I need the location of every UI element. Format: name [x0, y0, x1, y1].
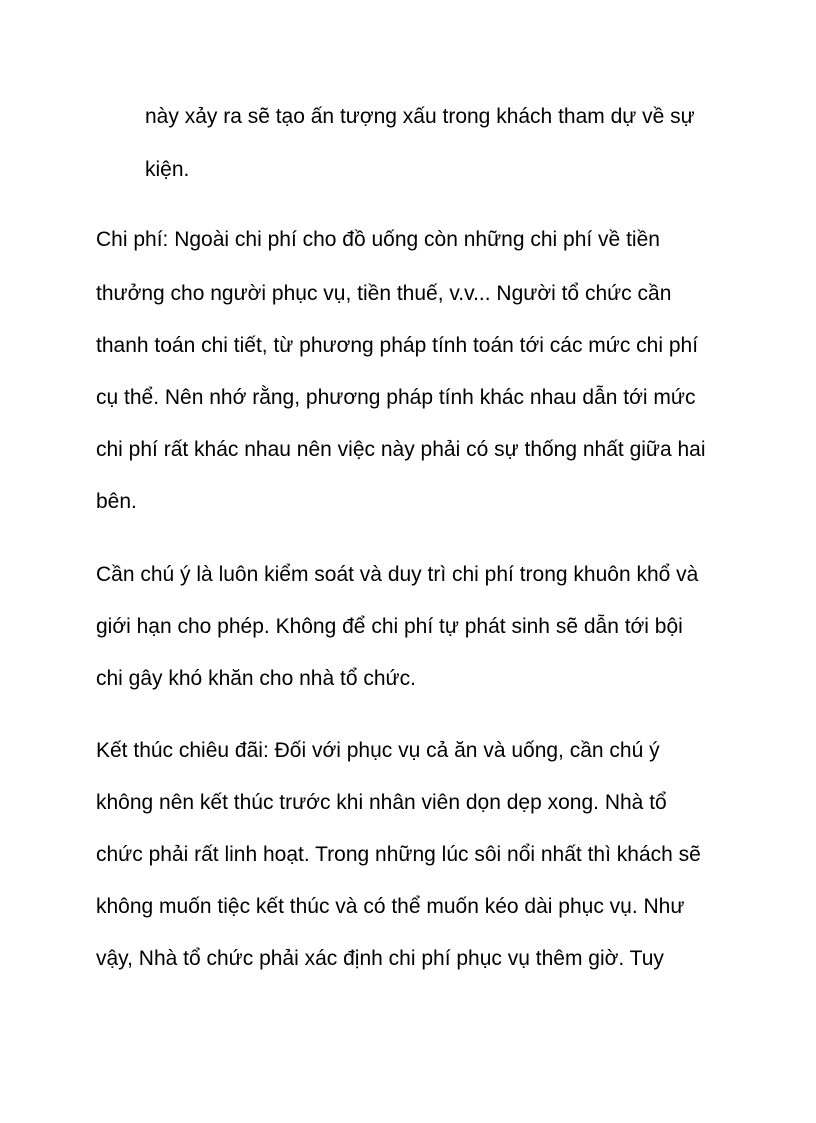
text-line: không nên kết thúc trước khi nhân viên dọn dẹp xong. Nhà tổ: [96, 791, 667, 814]
text-line: này xảy ra sẽ tạo ấn tượng xấu trong khách tham dự về sự: [145, 105, 695, 128]
text-line: Chi phí: Ngoài chi phí cho đồ uống còn những chi phí về tiền: [96, 228, 660, 251]
text-line: không muốn tiệc kết thúc và có thể muốn kéo dài phục vụ. Như: [96, 895, 685, 918]
text-line: vậy, Nhà tổ chức phải xác định chi phí phục vụ thêm giờ. Tuy: [96, 947, 664, 970]
text-line: chức phải rất linh hoạt. Trong những lúc sôi nổi nhất thì khách sẽ: [96, 843, 701, 866]
text-line: chi gây khó khăn cho nhà tổ chức.: [96, 667, 416, 690]
text-line: Kết thúc chiêu đãi: Đối với phục vụ cả ăn và uống, cần chú ý: [96, 739, 660, 762]
text-line: kiện.: [145, 158, 190, 181]
text-line: Cần chú ý là luôn kiểm soát và duy trì chi phí trong khuôn khổ và: [96, 563, 699, 586]
text-line: thưởng cho người phục vụ, tiền thuế, v.v... Người tổ chức cần: [96, 282, 672, 305]
text-line: cụ thể. Nên nhớ rằng, phương pháp tính khác nhau dẫn tới mức: [96, 386, 696, 409]
text-line: giới hạn cho phép. Không để chi phí tự phát sinh sẽ dẫn tới bội: [96, 615, 683, 638]
text-line: chi phí rất khác nhau nên việc này phải có sự thống nhất giữa hai: [96, 438, 706, 461]
text-line: bên.: [96, 490, 137, 513]
text-line: thanh toán chi tiết, từ phương pháp tính toán tới các mức chi phí: [96, 334, 699, 357]
